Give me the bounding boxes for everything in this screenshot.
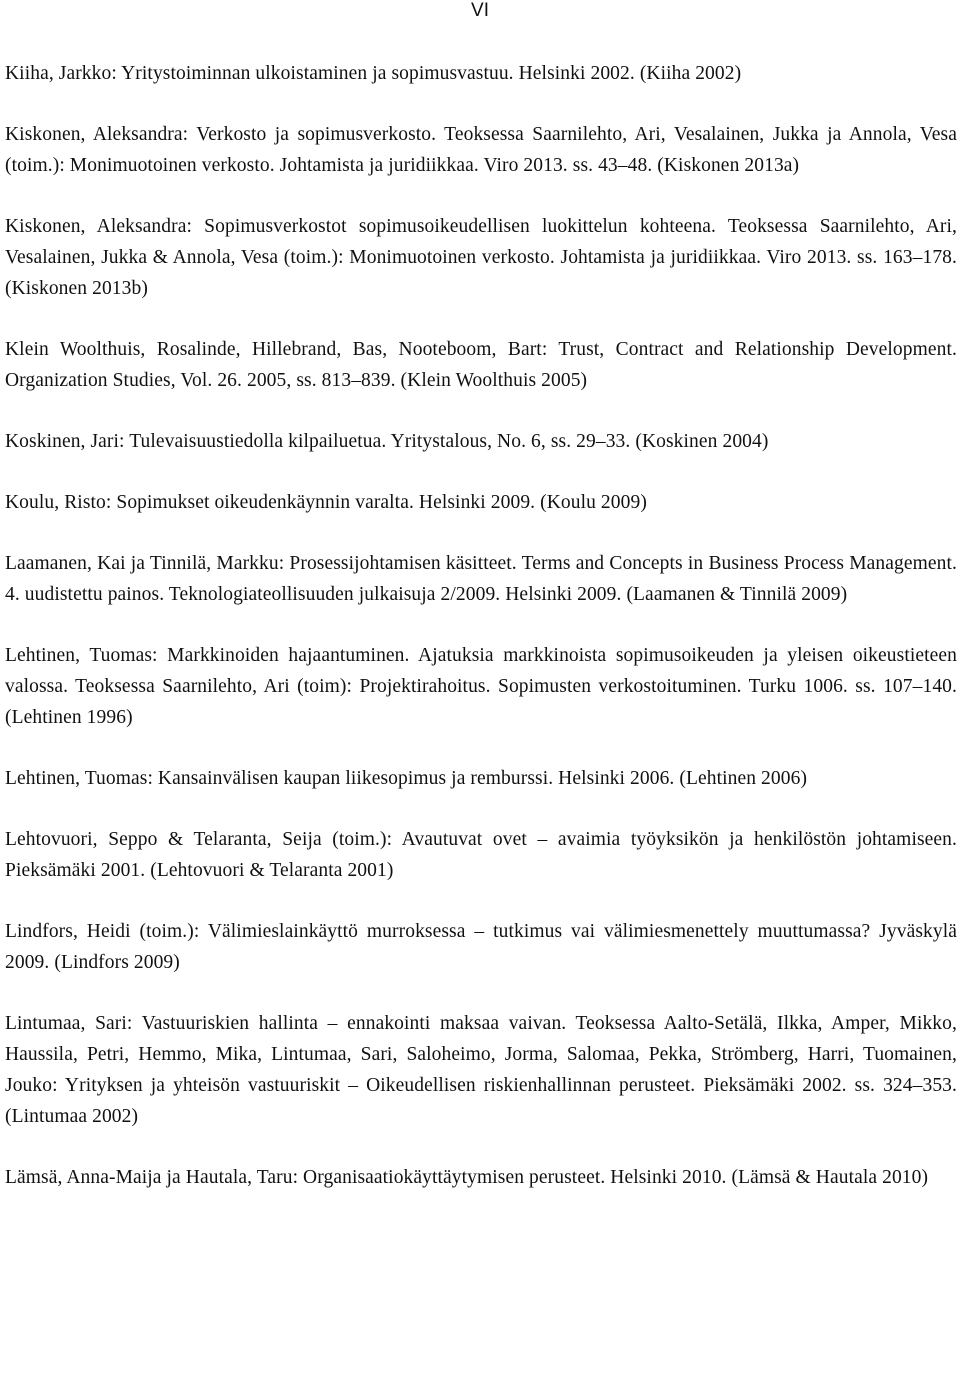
reference-koulu-2009: Koulu, Risto: Sopimukset oikeudenkäynnin varalta. Helsinki 2009. (Koulu 2009) <box>5 492 647 513</box>
reference-klein-woolthuis-2005: Klein Woolthuis, Rosalinde, Hillebrand, Bas, Nooteboom, Bart: Trust, Contract and Relationship Development. Organization Studies, Vol. 26. 2005, ss. 813–839. (Klein Woolthuis 2005) <box>5 339 957 391</box>
reference-kiskonen-2013a: Kiskonen, Aleksandra: Verkosto ja sopimusverkosto. Teoksessa Saarnilehto, Ari, Vesalainen, Jukka ja Annola, Vesa (toim.): Monimuotoinen verkosto. Johtamista ja juridiikkaa. Viro 2013. ss. 43–48. (Kiskonen 2013a) <box>5 124 957 176</box>
reference-lehtinen-1996: Lehtinen, Tuomas: Markkinoiden hajaantuminen. Ajatuksia markkinoista sopimusoikeuden ja yleisen oikeustieteen valossa. Teoksessa Saarnilehto, Ari (toim): Projektirahoitus. Sopimusten verkostoituminen. Turku 1006. ss. 107–140. (Lehtinen 1996) <box>5 645 957 728</box>
reference-lintumaa-2002: Lintumaa, Sari: Vastuuriskien hallinta – ennakointi maksaa vaivan. Teoksessa Aalto-Setälä, Ilkka, Amper, Mikko, Haussila, Petri, Hemmo, Mika, Lintumaa, Sari, Saloheimo, Jorma, Salomaa, Pekka, Strömberg, Harri, Tuomainen, Jouko: Yrityksen ja yhteisön vastuuriskit – Oikeudellisen riskienhallinnan perusteet. Pieksämäki 2002. ss. 324–353. (Lintumaa 2002) <box>5 1013 957 1127</box>
page-number: VI <box>471 0 489 21</box>
reference-kiiha-2002: Kiiha, Jarkko: Yritystoiminnan ulkoistaminen ja sopimusvastuu. Helsinki 2002. (Kiiha 2002) <box>5 63 742 84</box>
reference-lehtinen-2006: Lehtinen, Tuomas: Kansainvälisen kaupan liikesopimus ja remburssi. Helsinki 2006. (Lehtinen 2006) <box>5 768 808 789</box>
reference-laamanen-tinnila-2009: Laamanen, Kai ja Tinnilä, Markku: Prosessijohtamisen käsitteet. Terms and Concepts in Business Process Management. 4. uudistettu painos. Teknologiateollisuuden julkaisuja 2/2009. Helsinki 2009. (Laamanen & Tinnilä 2009) <box>5 553 957 605</box>
reference-lindfors-2009: Lindfors, Heidi (toim.): Välimieslainkäyttö murroksessa – tutkimus vai välimiesmenettely muuttumassa? Jyväskylä 2009. (Lindfors 2009) <box>5 921 957 973</box>
reference-list <box>5 58 957 1223</box>
reference-kiskonen-2013b: Kiskonen, Aleksandra: Sopimusverkostot sopimusoikeudellisen luokittelun kohteena. Teoksessa Saarnilehto, Ari, Vesalainen, Jukka & Annola, Vesa (toim.): Monimuotoinen verkosto. Johtamista ja juridiikkaa. Viro 2013. ss. 163–178. (Kiskonen 2013b) <box>5 216 957 299</box>
reference-lamsa-hautala-2010: Lämsä, Anna-Maija ja Hautala, Taru: Organisaatiokäyttäytymisen perusteet. Helsinki 2010. (Lämsä & Hautala 2010) <box>5 1167 929 1188</box>
reference-lehtovuori-telaranta-2001: Lehtovuori, Seppo & Telaranta, Seija (toim.): Avautuvat ovet – avaimia työyksikön ja henkilöstön johtamiseen. Pieksämäki 2001. (Lehtovuori & Telaranta 2001) <box>5 829 957 881</box>
reference-koskinen-2004: Koskinen, Jari: Tulevaisuustiedolla kilpailuetua. Yritystalous, No. 6, ss. 29–33. (Koskinen 2004) <box>5 431 769 452</box>
